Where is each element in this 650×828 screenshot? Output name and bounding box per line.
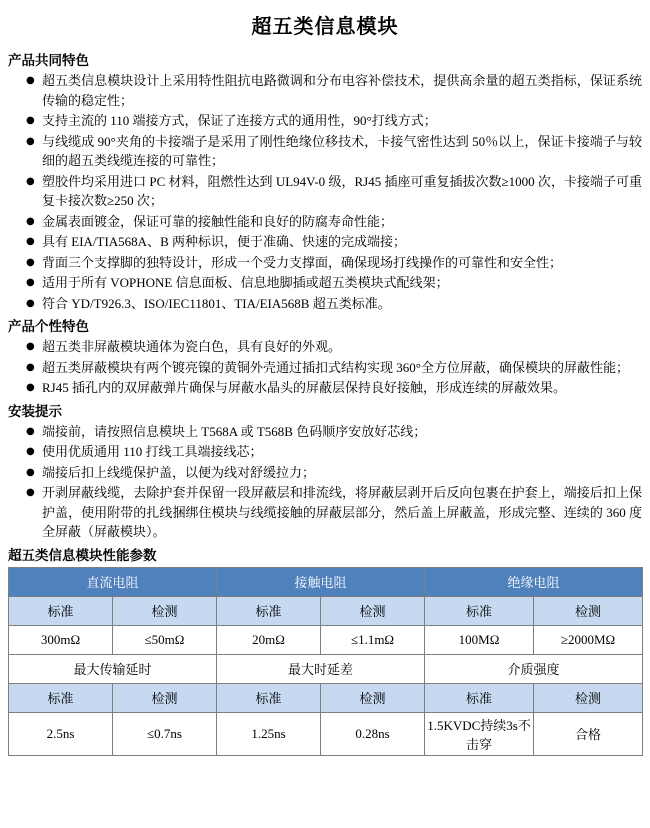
bullet-list [8,71,642,313]
list-item-text: 端接后扣上线缆保护盖，以便为线对舒缓拉力； [42,464,316,480]
table-cell: 2.5ns [9,712,113,755]
list-item-text: 开剥屏蔽线缆，去除护套并保留一段屏蔽层和排流线，将屏蔽层剥开后反向包裹在护套上，端接后扣上保护盖，使用附带的扎线捆绑住模块与线缆接触的屏蔽层部分，然后盖上屏蔽盖，形成完整、连续的 360 度全屏蔽（屏蔽模块）。 [42,485,642,539]
bullet-icon: ● [26,115,35,126]
table-cell: 合格 [534,712,643,755]
bullet-list [8,422,642,542]
table-cell: 标准 [425,596,534,625]
table-cell: ≤1.1mΩ [321,625,425,654]
table-cell: 0.28ns [321,712,425,755]
table-cell: 标准 [217,596,321,625]
list-item-text: 金属表面镀金，保证可靠的接触性能和良好的防腐寿命性能； [42,213,394,229]
section-heading: 产品共同特色 [8,53,89,68]
table-cell: ≤0.7ns [113,712,217,755]
section-heading: 安装提示 [8,403,62,419]
bullet-icon: ● [26,215,35,227]
bullet-icon: ● [26,361,35,373]
table-row [9,567,643,596]
table-row [9,625,643,654]
bullet-icon: ● [26,382,35,393]
table-cell: 介质强度 [425,654,643,683]
list-item [8,172,642,211]
list-item [8,483,642,542]
bullet-icon: ● [26,341,35,352]
bullet-icon: ● [26,175,35,187]
list-item [8,337,642,357]
table-cell: 检测 [113,683,217,712]
bullet-icon: ● [26,446,35,457]
list-item-text: 具有 EIA/TIA568A、B 两种标识，便于准确、快速的完成端接； [42,234,406,249]
list-item-text: 塑胶件均采用进口 PC 材料，阻燃性达到 UL94V-0 级，RJ45 插座可重复插拔次数≥1000 次，卡接端子可重复卡接次数≥250 次； [42,173,642,208]
table-cell: 标准 [425,683,534,712]
table-cell: 标准 [217,683,321,712]
list-item-text: 使用优质通用 110 打线工具端接线芯； [42,444,263,459]
bullet-icon: ● [26,75,35,86]
table-cell: 绝缘电阻 [425,567,643,596]
table-cell: 直流电阻 [9,567,217,596]
table-cell: 标准 [9,596,113,625]
table-cell: 最大时延差 [217,654,425,683]
table-cell: 100MΩ [425,625,534,654]
list-item [8,71,642,110]
table-cell: 检测 [113,596,217,625]
bullet-icon: ● [26,466,35,478]
bullet-icon: ● [26,256,35,268]
list-item [8,232,642,252]
list-item [8,422,642,442]
list-item-text: 端接前，请按照信息模块上 T568A 或 T568B 色码顺序安放好芯线； [42,423,427,439]
bullet-icon: ● [26,135,35,147]
list-item [8,358,642,378]
list-item [8,463,642,483]
list-item-text: 支持主流的 110 端接方式，保证了连接方式的通用性，90°打线方式； [42,113,437,128]
table-cell: 1.5KVDC持续3s不击穿 [425,712,534,755]
performance-parameters-table [8,567,642,756]
table-cell: 1.25ns [217,712,321,755]
section-product-common [8,49,642,313]
bullet-icon: ● [26,236,35,247]
list-item [8,132,642,171]
table-cell: 300mΩ [9,625,113,654]
bullet-icon: ● [26,277,35,288]
table-cell: 检测 [534,596,643,625]
list-item [8,442,642,462]
page-title: 超五类信息模块 [251,16,399,38]
list-item [8,378,642,398]
table-heading: 超五类信息模块性能参数 [8,547,157,563]
list-item [8,294,642,314]
table-cell: 检测 [534,683,643,712]
table-row [9,712,643,755]
table-cell: 检测 [321,596,425,625]
list-item-text: 超五类信息模块设计上采用特性阻抗电路微调和分布电容补偿技术，提供高余量的超五类指标，保证系统传输的稳定性； [42,73,642,108]
list-item-text: RJ45 插孔内的双屏蔽弹片确保与屏蔽水晶头的屏蔽层保持良好接触，形成连续的屏蔽效果。 [42,380,566,395]
list-item [8,111,642,131]
list-item-text: 超五类非屏蔽模块通体为瓷白色，具有良好的外观。 [42,339,342,354]
bullet-icon: ● [26,297,35,309]
list-item-text: 适用于所有 VOPHONE 信息面板、信息地脚插或超五类模块式配线架； [42,275,449,290]
bullet-list [8,337,642,398]
list-item-text: 与线缆成 90°夹角的卡接端子是采用了刚性绝缘位移技术，卡接气密性达到 50％以上，保证卡接端子与较细的超五类线缆连接的可靠性； [42,133,642,168]
list-item [8,253,642,273]
bullet-icon: ● [26,425,35,437]
list-item [8,273,642,293]
section-heading: 产品个性特色 [8,319,89,334]
table-row [9,596,643,625]
table-cell: 接触电阻 [217,567,425,596]
list-item-text: 背面三个支撑脚的独特设计，形成一个受力支撑面，确保现场打线操作的可靠性和安全性； [42,254,563,270]
table-cell: 标准 [9,683,113,712]
table-cell: 20mΩ [217,625,321,654]
section-install-tips [8,400,642,542]
table-cell: ≥2000MΩ [534,625,643,654]
table-cell: 检测 [321,683,425,712]
list-item-text: 符合 YD/T926.3、ISO/IEC11801、TIA/EIA568B 超五类标准。 [42,295,391,311]
list-item-text: 超五类屏蔽模块有两个镀亮镍的黄铜外壳通过插扣式结构实现 360°全方位屏蔽，确保模块的屏蔽性能； [42,359,629,375]
table-row [9,654,643,683]
table-row [9,683,643,712]
table-cell: ≤50mΩ [113,625,217,654]
list-item [8,212,642,232]
section-product-features [8,315,642,398]
bullet-icon: ● [26,487,35,498]
table-cell: 最大传输延时 [9,654,217,683]
